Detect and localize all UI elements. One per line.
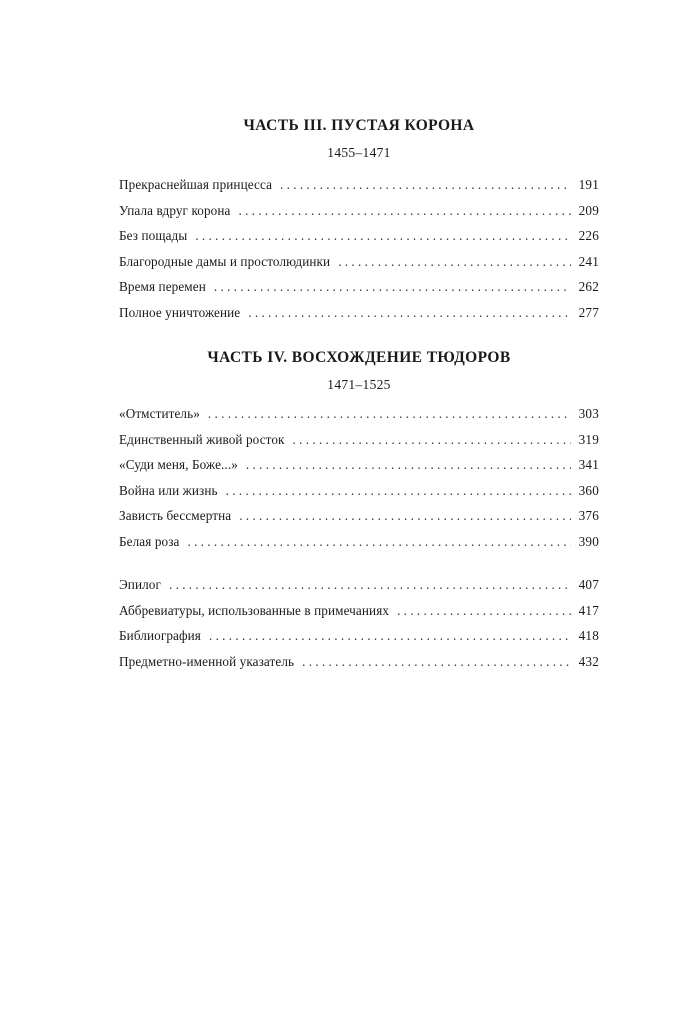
leader-dots: [169, 572, 571, 598]
leader-dots: [338, 249, 571, 275]
toc-entry-title: «Отмститель»: [119, 406, 200, 421]
toc-back-matter: [119, 572, 599, 674]
toc-entry-title: Библиография: [119, 628, 201, 644]
leader-dots: [246, 452, 571, 478]
toc-entry-page: 226: [578, 228, 599, 244]
toc-entry-title: Эпилог: [119, 577, 162, 592]
toc-entry[interactable]: [119, 223, 599, 249]
toc-entry[interactable]: [119, 427, 599, 453]
toc-entry[interactable]: [119, 529, 599, 555]
toc-entry[interactable]: [119, 623, 599, 649]
toc-entry-page: 432: [578, 653, 599, 669]
part-3-years: 1455–1471: [327, 145, 391, 160]
leader-dots: [239, 503, 571, 529]
leader-dots: [195, 223, 571, 249]
part-3-heading: ЧАСТЬ III. ПУСТАЯ КОРОНА: [243, 117, 475, 134]
toc-entry-page: 277: [578, 304, 599, 320]
toc-entry-page: 376: [578, 508, 599, 524]
leader-dots: [397, 598, 571, 624]
toc-entry-title: Единственный живой росток: [119, 431, 285, 447]
toc-entry[interactable]: [119, 300, 599, 326]
toc-entry[interactable]: [119, 249, 599, 275]
toc-entry-page: 191: [578, 177, 599, 192]
leader-dots: [209, 623, 571, 649]
toc-entry-title: Война или жизнь: [119, 482, 218, 498]
part-4-heading: ЧАСТЬ IV. ВОСХОЖДЕНИЕ ТЮДОРОВ: [207, 349, 511, 366]
leader-dots: [293, 427, 571, 453]
toc-entry-title: Предметно-именной указатель: [119, 653, 295, 669]
toc-part-4-entries: [119, 401, 599, 555]
toc-part-4-years: [119, 376, 599, 394]
toc-entry-title: Благородные дамы и простолюдинки: [119, 253, 331, 269]
leader-dots: [239, 198, 572, 224]
toc-entry[interactable]: [119, 478, 599, 504]
toc-entry[interactable]: [119, 572, 599, 598]
toc-entry-page: 341: [578, 457, 599, 473]
toc-entry-page: 303: [578, 406, 599, 421]
toc-entry-title: Прекраснейшая принцесса: [119, 177, 273, 192]
toc-entry[interactable]: [119, 198, 599, 224]
toc-entry-page: 209: [578, 202, 599, 218]
leader-dots: [248, 300, 571, 326]
toc-part-4: [119, 348, 599, 368]
toc-entry[interactable]: [119, 401, 599, 427]
toc-entry-page: 241: [578, 253, 599, 269]
toc-entry-title: Аббревиатуры, использованные в примечаниях: [119, 602, 390, 618]
toc-entry-title: Зависть бессмертна: [119, 508, 232, 524]
leader-dots: [208, 401, 571, 427]
toc-entry-page: 262: [578, 279, 599, 295]
toc-entry-page: 418: [578, 628, 599, 644]
toc-entry-page: 360: [578, 482, 599, 498]
toc-entry-title: Полное уничтожение: [119, 304, 241, 320]
leader-dots: [226, 478, 571, 504]
toc-part-3-years: [119, 144, 599, 162]
toc-entry-title: Время перемен: [119, 279, 206, 295]
leader-dots: [302, 649, 571, 675]
toc-entry-page: 407: [578, 577, 599, 592]
toc-entry[interactable]: [119, 172, 599, 198]
part-4-years: 1471–1525: [327, 377, 391, 392]
toc-entry[interactable]: [119, 274, 599, 300]
toc-entry-title: Без пощады: [119, 228, 188, 244]
leader-dots: [214, 274, 571, 300]
toc-entry[interactable]: [119, 503, 599, 529]
toc-entry-title: Упала вдруг корона: [119, 202, 231, 218]
toc-entry-title: «Суди меня, Боже...»: [119, 457, 238, 473]
toc-part-3-entries: [119, 172, 599, 326]
toc-part-3: [119, 116, 599, 136]
leader-dots: [187, 529, 571, 555]
leader-dots: [280, 172, 571, 198]
toc-entry-page: 390: [578, 533, 599, 549]
toc-entry-page: 319: [578, 431, 599, 447]
toc-entry-page: 417: [578, 602, 599, 618]
toc-entry[interactable]: [119, 452, 599, 478]
toc-entry[interactable]: [119, 649, 599, 675]
toc-entry[interactable]: [119, 598, 599, 624]
toc-entry-title: Белая роза: [119, 533, 180, 549]
